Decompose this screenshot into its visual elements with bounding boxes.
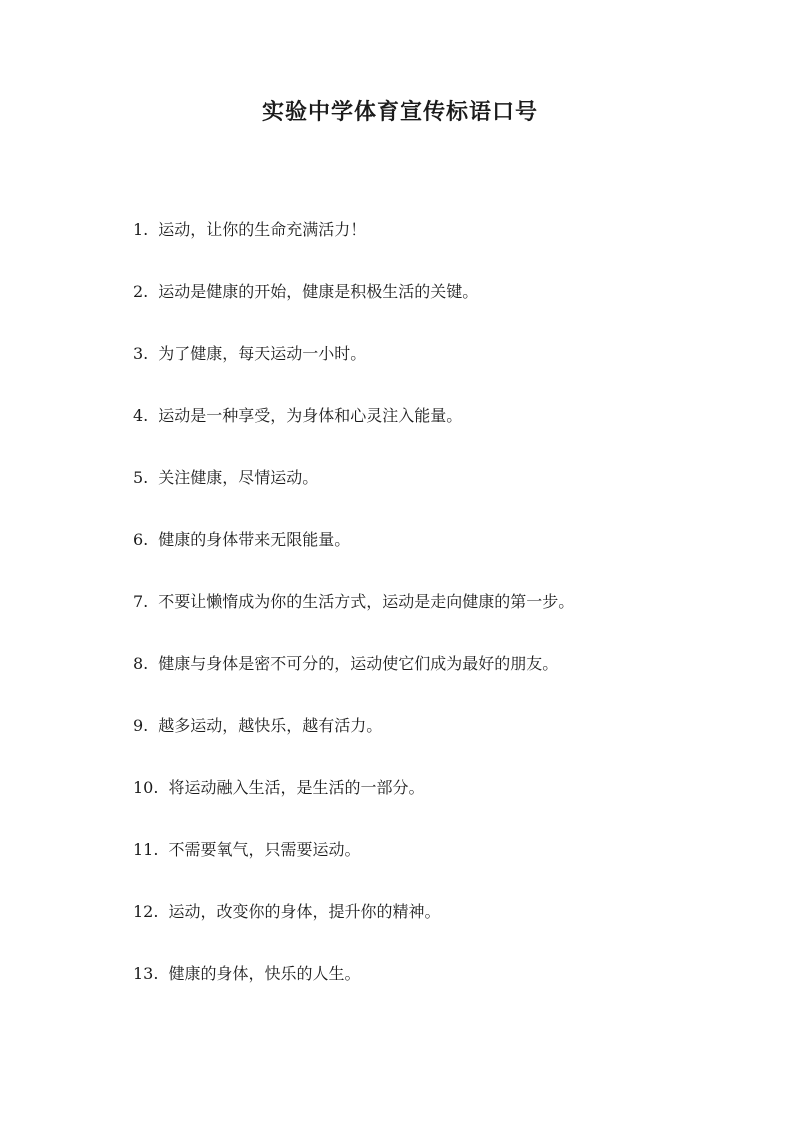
item-number: 7. [133, 592, 149, 611]
item-text: 越多运动，越快乐，越有活力。 [158, 716, 383, 735]
list-item [133, 216, 753, 278]
item-text: 将运动融入生活，是生活的一部分。 [168, 778, 425, 797]
list-item [133, 402, 753, 464]
list-item [133, 340, 753, 402]
item-number: 5. [133, 468, 149, 487]
list-item [133, 712, 753, 774]
list-item [133, 464, 753, 526]
list-item [133, 898, 753, 960]
item-number: 1. [133, 220, 149, 239]
item-number: 10. [133, 778, 159, 797]
item-text: 健康与身体是密不可分的，运动使它们成为最好的朋友。 [158, 654, 559, 673]
item-number: 4. [133, 406, 149, 425]
item-number: 6. [133, 530, 149, 549]
list-item [133, 650, 753, 712]
item-number: 3. [133, 344, 149, 363]
item-text: 健康的身体带来无限能量。 [158, 530, 351, 549]
item-text: 运动，改变你的身体，提升你的精神。 [168, 902, 441, 921]
list-item [133, 588, 753, 650]
item-text: 不要让懒惰成为你的生活方式，运动是走向健康的第一步。 [158, 592, 575, 611]
item-text: 健康的身体，快乐的人生。 [168, 964, 361, 983]
list-item [133, 960, 753, 1022]
item-text: 不需要氧气，只需要运动。 [168, 840, 361, 859]
item-number: 8. [133, 654, 149, 673]
item-number: 13. [133, 964, 159, 983]
document-title: 实验中学体育宣传标语口号 [261, 99, 538, 125]
list-item [133, 836, 753, 898]
item-text: 运动是一种享受，为身体和心灵注入能量。 [158, 406, 463, 425]
slogan-list [133, 216, 753, 1022]
item-text: 为了健康，每天运动一小时。 [158, 344, 367, 363]
list-item [133, 278, 753, 340]
list-item [133, 774, 753, 836]
item-number: 12. [133, 902, 159, 921]
item-text: 关注健康，尽情运动。 [158, 468, 319, 487]
item-text: 运动，让你的生命充满活力！ [158, 220, 367, 239]
item-number: 11. [133, 840, 159, 859]
item-text: 运动是健康的开始，健康是积极生活的关键。 [158, 282, 479, 301]
item-number: 9. [133, 716, 149, 735]
item-number: 2. [133, 282, 149, 301]
list-item [133, 526, 753, 588]
